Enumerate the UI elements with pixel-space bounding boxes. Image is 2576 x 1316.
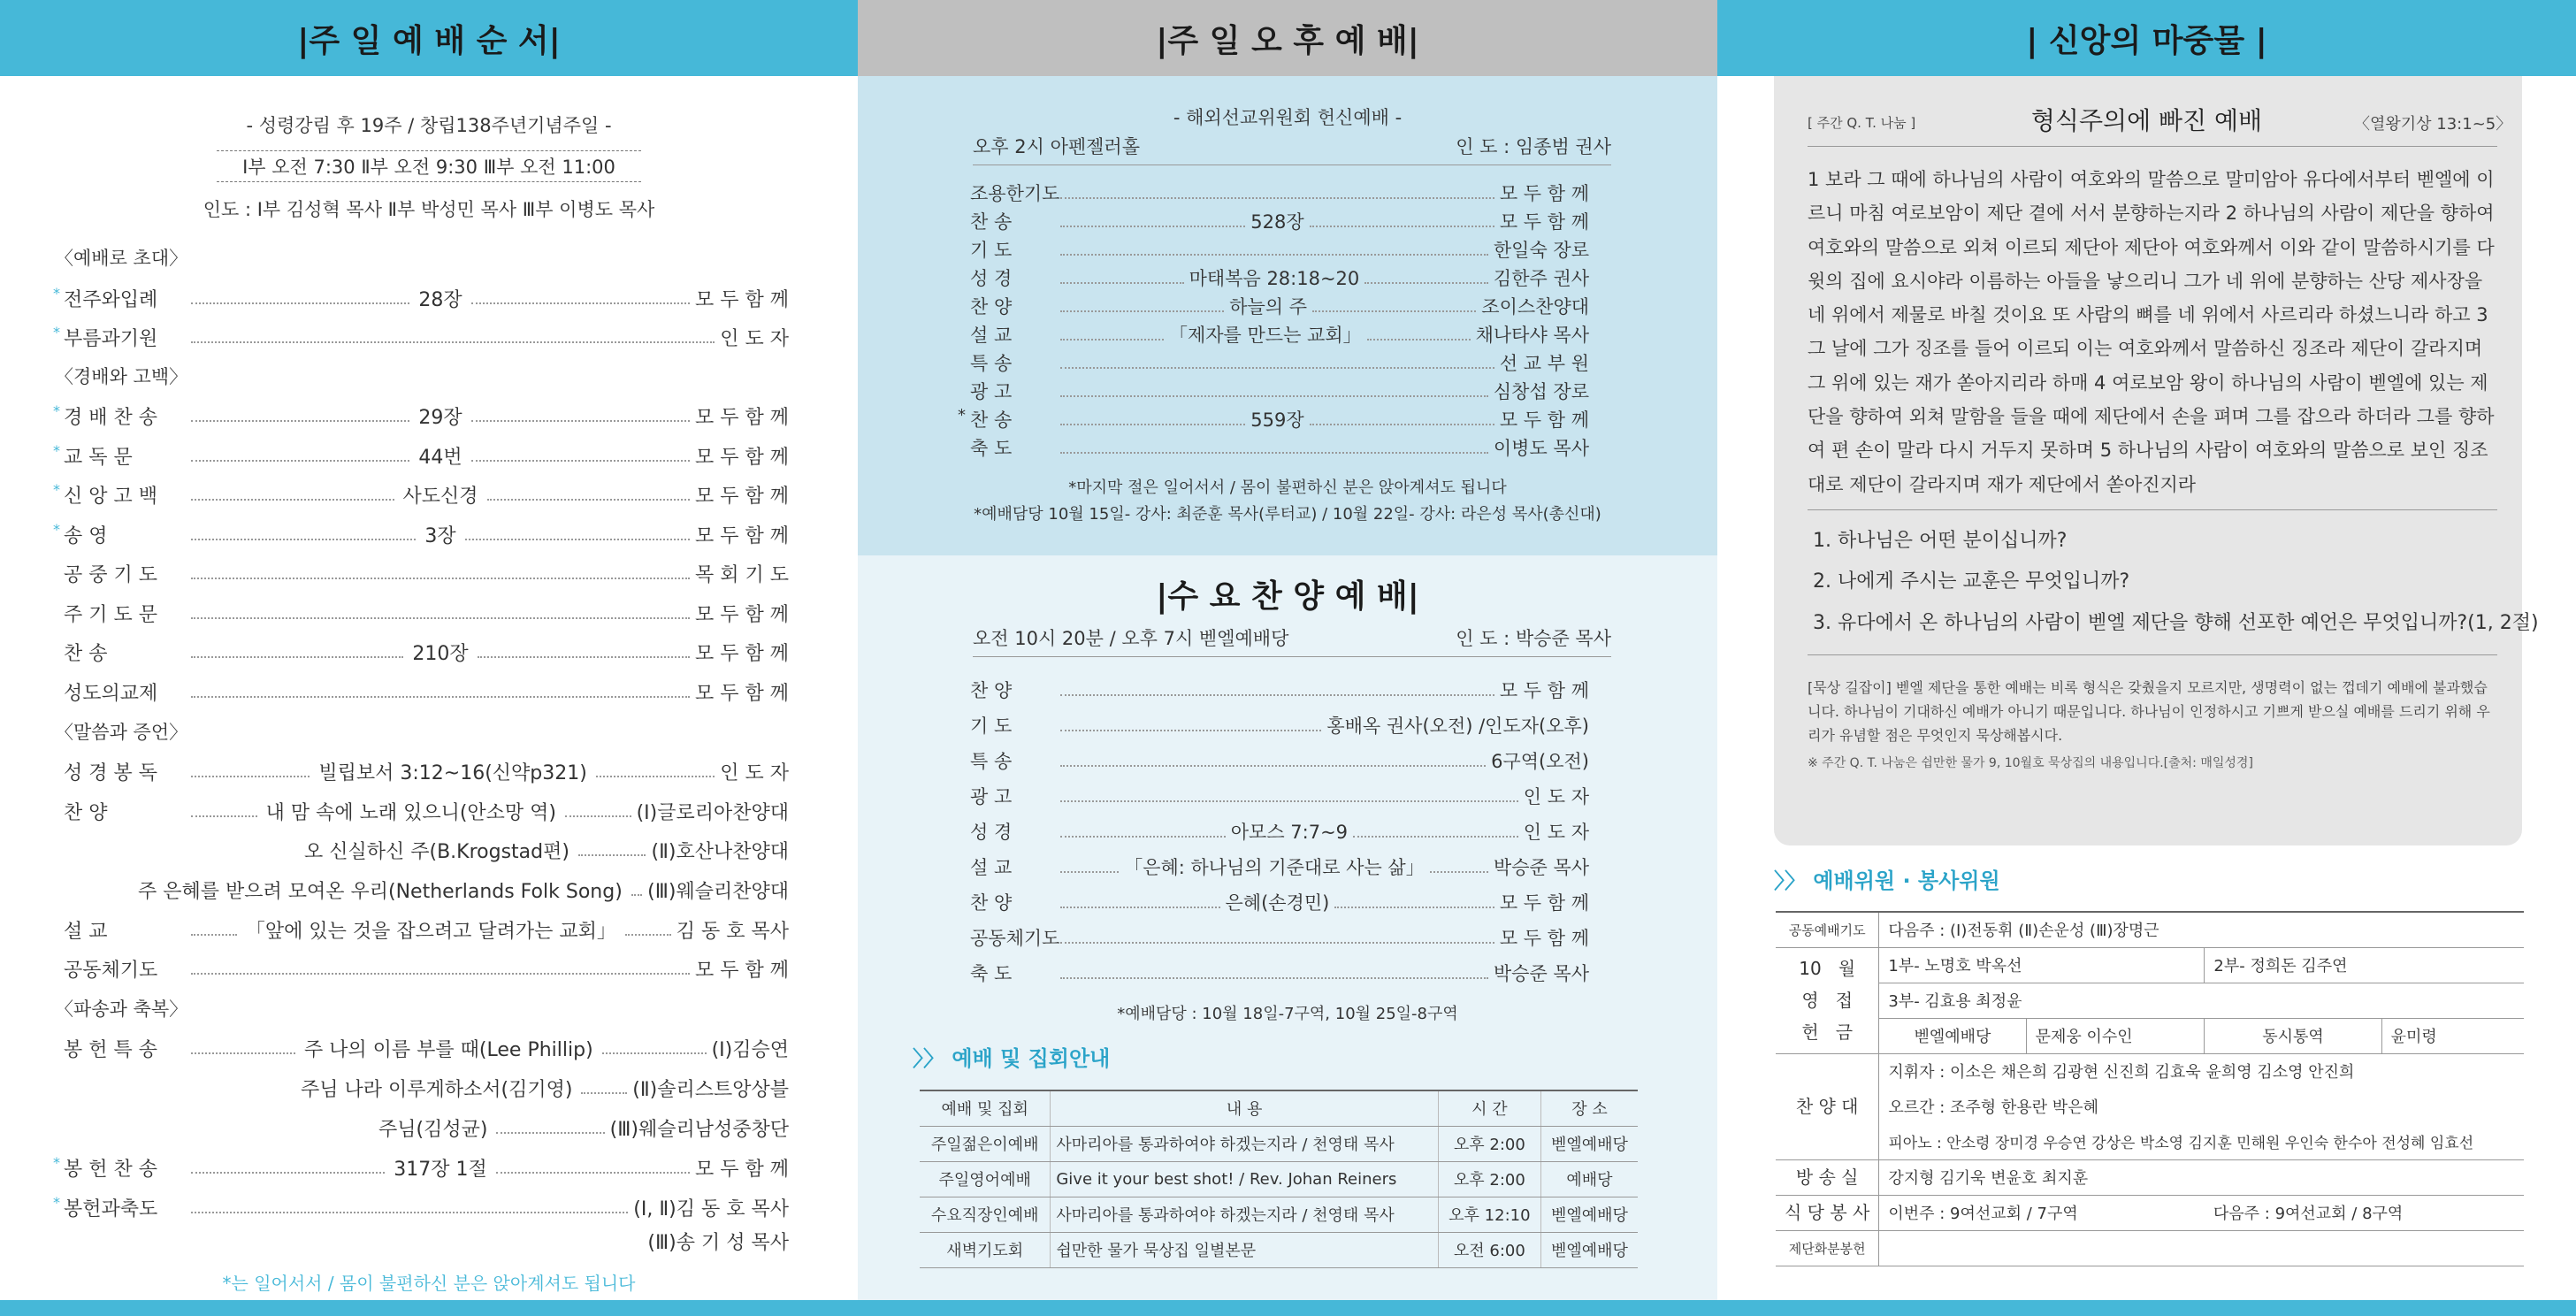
order-row: 봉 헌 특 송 주 나의 이름 부를 때(Lee Phillip) (Ⅰ)김승연 xyxy=(64,1038,790,1061)
order-row: 주 은혜를 받으려 모여온 우리(Netherlands Folk Song) (Ⅲ)웨슬리찬양대 xyxy=(138,880,789,903)
wednesday-note: *예배담당 : 10월 18일-7구역, 10월 25일-8구역 xyxy=(1117,1005,1458,1023)
order-row: 공 중 기 도 목 회 기 도 xyxy=(64,563,789,586)
order-row: 찬 양 모 두 함 께 xyxy=(970,680,1589,701)
order-row: 설 교 「앞에 있는 것을 잡으려고 달려가는 교회」 김 동 호 목사 xyxy=(64,920,789,943)
order-row: 주 기 도 문 모 두 함 께 xyxy=(64,603,789,626)
afternoon-worship-header: |주 일 오 후 예 배| xyxy=(858,0,1717,76)
order-row: 설 교 「은혜: 하나님의 기준대로 사는 삶」 박승준 목사 xyxy=(970,857,1590,878)
sunday-worship-panel xyxy=(0,0,858,1316)
order-row: * 부름과기원 인 도 자 xyxy=(53,323,789,350)
order-row: 찬 양 은혜(손경민) 모 두 함 께 xyxy=(970,892,1589,914)
qt-question: 2. 나에게 주시는 교훈은 무엇입니까? xyxy=(1813,570,2130,593)
order-row: 찬 송 210장 모 두 함 께 xyxy=(64,642,789,665)
schedule-row: 주일젊은이예배 사마리아를 통과하여야 하겠는지라 / 천영태 목사 오후 2:00 벧엘예배당 xyxy=(920,1126,1638,1161)
qt-source-note: ※ 주간 Q. T. 나눔은 쉽만한 물가 9, 10월호 묵상집의 내용입니다.[출처: 매일성경] xyxy=(1808,756,2253,770)
order-row: * 송 영 3장 모 두 함 께 xyxy=(53,520,789,547)
service-row: 10 월 영 접 헌 금 1부- 노명호 박옥선 2부- 정희돈 김주연 xyxy=(1776,947,2524,983)
order-row: 성 경 아모스 7:7~9 인 도 자 xyxy=(970,822,1590,843)
order-row: 광 고 심창섭 장로 xyxy=(970,381,1589,402)
schedule-col-header: 내 용 xyxy=(1051,1090,1438,1126)
order-row: 성도의교제 모 두 함 께 xyxy=(64,682,789,705)
qt-divider xyxy=(1808,146,2497,147)
footer-bar xyxy=(0,1300,2576,1316)
wednesday-worship-header: |수 요 찬 양 예 배| xyxy=(1156,578,1419,615)
qt-divider xyxy=(1808,509,2497,510)
schedule-header-row xyxy=(920,1090,1638,1126)
schedule-col-header: 시 간 xyxy=(1438,1090,1540,1126)
order-row: 기 도 한일숙 장로 xyxy=(970,240,1589,261)
order-row: * 교 독 문 44번 모 두 함 께 xyxy=(53,441,789,469)
schedule-col-header: 장 소 xyxy=(1540,1090,1638,1126)
service-row: 방 송 실 강지형 김기욱 변윤호 최지훈 xyxy=(1776,1159,2524,1195)
service-row: 3부- 김효용 최정윤 xyxy=(1776,983,2524,1018)
order-row: 설 교 「제자를 만드는 교회」 채나타샤 목사 xyxy=(970,325,1590,346)
wednesday-info: 오전 10시 20분 / 오후 7시 벧엘예배당 인 도 : 박승준 목사 xyxy=(973,624,1611,657)
qt-title: 형식주의에 빠진 예배 xyxy=(2030,106,2263,135)
schedule-section-title: 〉〉 예배 및 집회안내 xyxy=(913,1046,1111,1071)
section-sending-blessing: 〈파송과 축복〉 xyxy=(55,998,188,1020)
order-row: 성 경 봉 독 빌립보서 3:12~16(신약p321) 인 도 자 xyxy=(64,761,789,784)
qt-question: 3. 유다에서 온 하나님의 사람이 벧엘 제단을 향해 선포한 예언은 무엇입니까?(1, 2절) xyxy=(1813,612,2539,634)
service-row: 식 당 봉 사 이번주 : 9여선교회 / 7구역 다음주 : 9여선교회 / 8구역 xyxy=(1776,1195,2524,1230)
order-row: * 찬 송 559장 모 두 함 께 xyxy=(958,406,1590,431)
service-row: 공동예배기도 다음주 : (Ⅰ)전동휘 (Ⅱ)손운성 (Ⅲ)장명근 xyxy=(1776,912,2524,947)
afternoon-schedule-note: *예배담당 10월 15일- 강사: 최준훈 목사(루터교) / 10월 22일- 강사: 라은성 목사(총신대) xyxy=(974,505,1601,524)
qt-reference: 〈열왕기상 13:1~5〉 xyxy=(2354,115,2512,134)
order-row: 광 고 인 도 자 xyxy=(970,786,1589,807)
standing-note: *는 일어서서 / 몸이 불편하신 분은 앉아계셔도 됩니다 xyxy=(222,1273,636,1294)
section-worship-confession: 〈경배와 고백〉 xyxy=(55,366,188,387)
worship-subtitle: - 성령강림 후 19주 / 창립138주년기념주일 - xyxy=(246,115,612,136)
faith-header: | 신앙의 마중물 | xyxy=(1717,0,2576,76)
order-row: 찬 송 528장 모 두 함 께 xyxy=(970,211,1590,233)
order-row: * 경 배 찬 송 29장 모 두 함 께 xyxy=(53,402,789,429)
schedule-row: 주일영어예배 Give it your best shot! / Rev. Johan Reiners 오후 2:00 예배당 xyxy=(920,1161,1638,1197)
order-row: 기 도 홍배옥 권사(오전) /인도자(오후) xyxy=(970,715,1589,737)
qt-meditation-guide: [묵상 길잡이] 벧엘 제단을 통한 예배는 비록 형식은 갖췄을지 모르지만, 생명력이 없는 껍데기 예배에 불과했습니다. 하나님이 기대하신 예배가 아니기 때문입니다. 하나님이 인정하시고 기쁘게 받으실 예배를 드리기 위해 우리가 유념할 점은 무엇인지 묵상해봅시다. xyxy=(1808,679,2490,744)
qt-tag: [ 주간 Q. T. 나눔 ] xyxy=(1808,115,1916,131)
order-row: 공동체기도 모 두 함 께 xyxy=(970,928,1589,949)
afternoon-worship-panel xyxy=(858,0,1717,1316)
service-table xyxy=(1776,911,2524,1266)
faith-panel xyxy=(1717,0,2576,1316)
order-row: * 신 앙 고 백 사도신경 모 두 함 께 xyxy=(53,480,790,508)
order-row: 공동체기도 모 두 함 께 xyxy=(64,959,789,982)
order-row: * 봉헌과축도 (Ⅰ, Ⅱ)김 동 호 목사 xyxy=(53,1193,789,1220)
order-row: 조용한기도 모 두 함 께 xyxy=(970,183,1589,204)
order-row: 찬 양 하늘의 주 조이스찬양대 xyxy=(970,296,1590,318)
qt-question: 1. 하나님은 어떤 분이십니까? xyxy=(1813,530,2068,552)
order-row: * 전주와입례 28장 모 두 함 께 xyxy=(53,284,789,311)
afternoon-info: 오후 2시 아펜젤러홀 인 도 : 임종범 권사 xyxy=(973,133,1611,165)
worship-times: Ⅰ부 오전 7:30 Ⅱ부 오전 9:30 Ⅲ부 오전 11:00 xyxy=(217,150,641,182)
afternoon-subtitle: - 해외선교위원회 헌신예배 - xyxy=(1173,107,1403,128)
order-row: * 봉 헌 찬 송 317장 1절 모 두 함 께 xyxy=(53,1153,789,1181)
order-row: 축 도 이병도 목사 xyxy=(970,438,1589,459)
order-row: 주님(김성균) (Ⅲ)웨슬리남성중창단 xyxy=(378,1118,789,1141)
order-row: 특 송 선 교 부 원 xyxy=(970,353,1589,374)
order-row: 특 송 6구역(오전) xyxy=(970,751,1589,772)
worship-leaders: 인도 : Ⅰ부 김성혁 목사 Ⅱ부 박성민 목사 Ⅲ부 이병도 목사 xyxy=(203,199,655,220)
order-row: 찬 양 내 맘 속에 노래 있으니(안소망 역) (Ⅰ)글로리아찬양대 xyxy=(64,801,789,824)
afternoon-note: *마지막 절은 일어서서 / 몸이 불편하신 분은 앉아계셔도 됩니다 xyxy=(1068,478,1507,497)
service-row: 벧엘예배당 문제웅 이수인 동시통역 윤미령 xyxy=(1776,1018,2524,1053)
qt-divider xyxy=(1808,654,2497,655)
sunday-worship-header: |주 일 예 배 순 서| xyxy=(0,0,858,76)
order-row: (Ⅲ)송 기 성 목사 xyxy=(647,1231,789,1254)
order-row: 주님 나라 이루게하소서(김기영) (Ⅱ)솔리스트앙상블 xyxy=(301,1078,789,1101)
schedule-col-header: 예배 및 집회 xyxy=(920,1090,1051,1126)
order-row: 성 경 마태복음 28:18~20 김한주 권사 xyxy=(970,268,1590,289)
order-row: 오 신실하신 주(B.Krogstad편) (Ⅱ)호산나찬양대 xyxy=(304,840,789,863)
section-invitation: 〈예배로 초대〉 xyxy=(55,248,188,269)
service-row: 피아노 : 안소령 장미경 우승연 강상은 박소영 김지훈 민해원 우인숙 한수아 전성혜 임효선 xyxy=(1776,1124,2524,1159)
service-row: 찬 양 대 지휘자 : 이소은 채은희 김광현 신진희 김효욱 윤희영 김소영 안진희 xyxy=(1776,1053,2524,1089)
order-row: 축 도 박승준 목사 xyxy=(970,963,1589,984)
service-row: 오르간 : 조주형 한용란 박은혜 xyxy=(1888,1098,2098,1117)
schedule-row: 새벽기도회 쉽만한 물가 묵상집 일별본문 오전 6:00 벧엘예배당 xyxy=(920,1232,1638,1267)
schedule-row: 수요직장인예배 사마리아를 통과하여야 하겠는지라 / 천영태 목사 오후 12:10 벧엘예배당 xyxy=(920,1197,1638,1232)
service-row: 제단화분봉헌 xyxy=(1776,1230,2524,1266)
schedule-table xyxy=(920,1090,1638,1268)
service-section-title: 〉〉 예배위원 · 봉사위원 xyxy=(1774,868,2000,893)
qt-scripture-text: 1 보라 그 때에 하나님의 사람이 여호와의 말씀으로 말미암아 유다에서부터 벧엘에 이르니 마침 여로보암이 제단 곁에 서서 분향하는지라 2 하나님의 사람이 제단을 향하여 여호와의 말씀으로 외쳐 이르되 제단아 제단아 여호와께서 이와 같이 말씀하시기를 다윗의 집에 요시야라 이름하는 아들을 낳으리니 그가 네 위에 분향하는 산당 제사장을 네 위에서 제물로 바칠 것이요 또 사람의 뼈를 네 위에서 사르리라 하셨느니라 하고 3 그 날에 그가 징조를 들어 이르되 이는 여호와께서 말씀하신 징조라 제단이 갈라지며 그 위에 있는 재가 쏟아지리라 하매 4 여로보암 왕이 하나님의 사람이 벧엘에 있는 제단을 향하여 외쳐 말함을 들을 때에 제단에서 손을 펴며 그를 잡으라 하더라 그를 향하여 편 손이 말라 다시 거두지 못하며 5 하나님의 사람이 여호와의 말씀으로 보인 징조대로 제단이 갈라지며 재가 제단에서 쏟아진지라 xyxy=(1808,169,2495,495)
section-word-testimony: 〈말씀과 증언〉 xyxy=(55,722,188,743)
